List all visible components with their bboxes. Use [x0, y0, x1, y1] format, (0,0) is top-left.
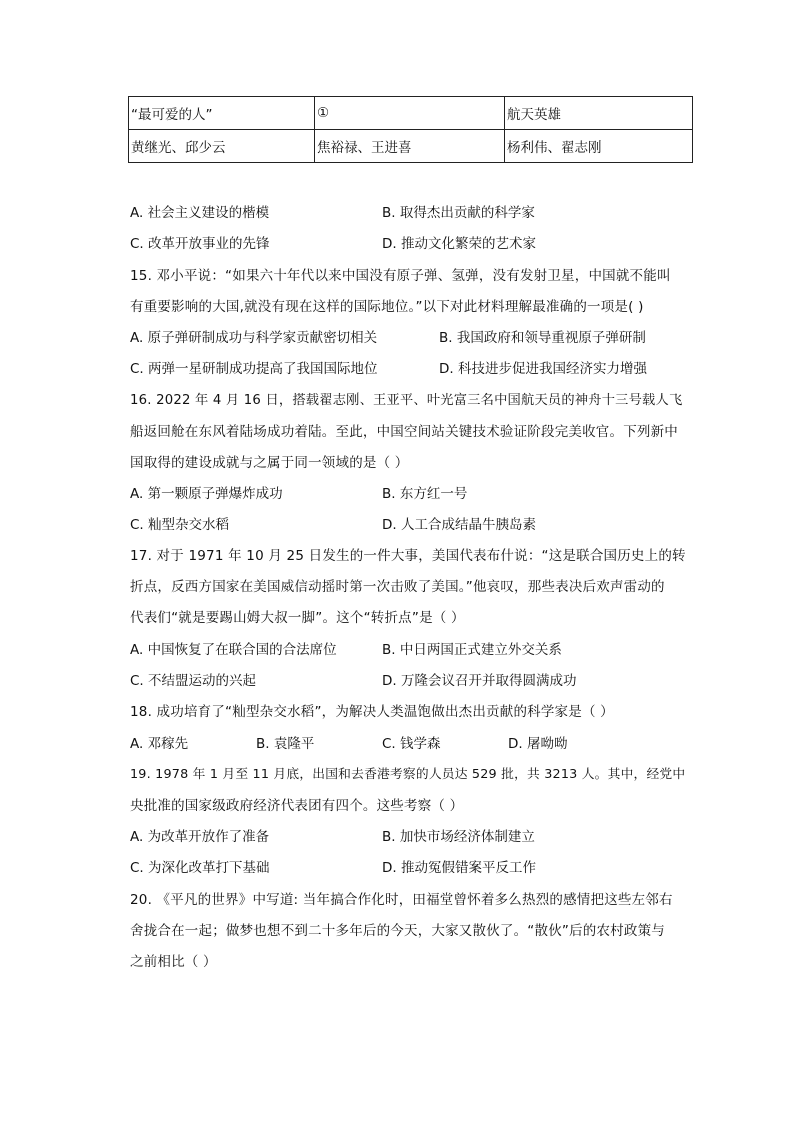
q17-option-a[interactable]: A. 中国恢复了在联合国的合法席位 [130, 642, 337, 658]
q15-stem-line2: 有重要影响的大国,就没有现在这样的国际地位。”以下对此材料理解最准确的一项是( ) [130, 299, 644, 315]
table-cell: 杨利伟、翟志刚 [505, 130, 693, 163]
q20-stem-line3: 之前相比（ ） [130, 954, 217, 970]
q19-option-b[interactable]: B. 加快市场经济体制建立 [382, 829, 535, 845]
q18-option-b[interactable]: B. 袁隆平 [256, 736, 315, 752]
q14-option-d[interactable]: D. 推动文化繁荣的艺术家 [382, 236, 536, 252]
table-cell: 黄继光、邱少云 [129, 130, 315, 163]
q18-option-d[interactable]: D. 屠呦呦 [508, 736, 568, 752]
table-cell: “最可爱的人” [129, 97, 315, 130]
q14-option-b[interactable]: B. 取得杰出贡献的科学家 [382, 205, 535, 221]
q19-stem-line2: 央批准的国家级政府经济代表团有四个。这些考察（ ） [130, 798, 464, 814]
q16-option-d[interactable]: D. 人工合成结晶牛胰岛素 [382, 517, 536, 533]
q15-option-b[interactable]: B. 我国政府和领导重视原子弹研制 [439, 330, 646, 346]
q15-option-d[interactable]: D. 科技进步促进我国经济实力增强 [439, 361, 647, 377]
q15-option-c[interactable]: C. 两弹一星研制成功提高了我国国际地位 [130, 361, 378, 377]
q18-option-a[interactable]: A. 邓稼先 [130, 736, 189, 752]
q16-stem-line3: 国取得的建设成就与之属于同一领域的是（ ） [130, 455, 409, 471]
table-cell: ① [315, 97, 505, 130]
q17-stem-line2: 折点，反西方国家在美国威信动摇时第一次击败了美国。”他哀叹，那些表决后欢声雷动的 [130, 579, 665, 595]
q17-stem-line1: 17. 对于 1971 年 10 月 25 日发生的一件大事，美国代表布什说：“这是联合国历史上的转 [130, 548, 686, 564]
q18-stem-line1: 18. 成功培育了“籼型杂交水稻”，为解决人类温饱做出杰出贡献的科学家是（ ） [130, 704, 614, 720]
q17-option-c[interactable]: C. 不结盟运动的兴起 [130, 673, 257, 689]
table-row [129, 97, 693, 130]
table-cell: 航天英雄 [505, 97, 693, 130]
q19-stem-line1: 19. 1978 年 1 月至 11 月底，出国和去香港考察的人员达 529 批，共 3213 人。其中，经党中 [130, 767, 686, 782]
q14-option-c[interactable]: C. 改革开放事业的先锋 [130, 236, 270, 252]
heroes-table [128, 96, 693, 163]
q16-option-c[interactable]: C. 籼型杂交水稻 [130, 517, 230, 533]
q16-option-b[interactable]: B. 东方红一号 [382, 486, 468, 502]
q16-stem-line1: 16. 2022 年 4 月 16 日，搭载翟志刚、王亚平、叶光富三名中国航天员的神舟十三号载人飞 [130, 393, 683, 408]
q17-option-d[interactable]: D. 万隆会议召开并取得圆满成功 [382, 673, 577, 689]
q19-option-c[interactable]: C. 为深化改革打下基础 [130, 860, 270, 876]
q14-option-a[interactable]: A. 社会主义建设的楷模 [130, 205, 270, 221]
q19-option-a[interactable]: A. 为改革开放作了准备 [130, 829, 270, 845]
q16-stem-line2: 船返回舱在东风着陆场成功着陆。至此，中国空间站关键技术验证阶段完美收官。下列新中 [130, 424, 678, 440]
q19-option-d[interactable]: D. 推动冤假错案平反工作 [382, 860, 536, 876]
q20-stem-line1: 20. 《平凡的世界》中写道: 当年搞合作化时，田福堂曾怀着多么热烈的感情把这些左邻右 [130, 892, 673, 908]
table-row [129, 130, 693, 163]
q20-stem-line2: 舍拢合在一起；做梦也想不到二十多年后的今天，大家又散伙了。“散伙”后的农村政策与 [130, 923, 665, 939]
q17-stem-line3: 代表们“就是要踢山姆大叔一脚”。这个“转折点”是（ ） [130, 610, 465, 626]
q18-option-c[interactable]: C. 钱学森 [382, 736, 441, 752]
q16-option-a[interactable]: A. 第一颗原子弹爆炸成功 [130, 486, 283, 502]
table-cell: 焦裕禄、王进喜 [315, 130, 505, 163]
q15-option-a[interactable]: A. 原子弹研制成功与科学家贡献密切相关 [130, 330, 378, 346]
q17-option-b[interactable]: B. 中日两国正式建立外交关系 [382, 642, 562, 658]
q15-stem-line1: 15. 邓小平说：“如果六十年代以来中国没有原子弹、氢弹，没有发射卫星，中国就不能叫 [130, 268, 671, 284]
